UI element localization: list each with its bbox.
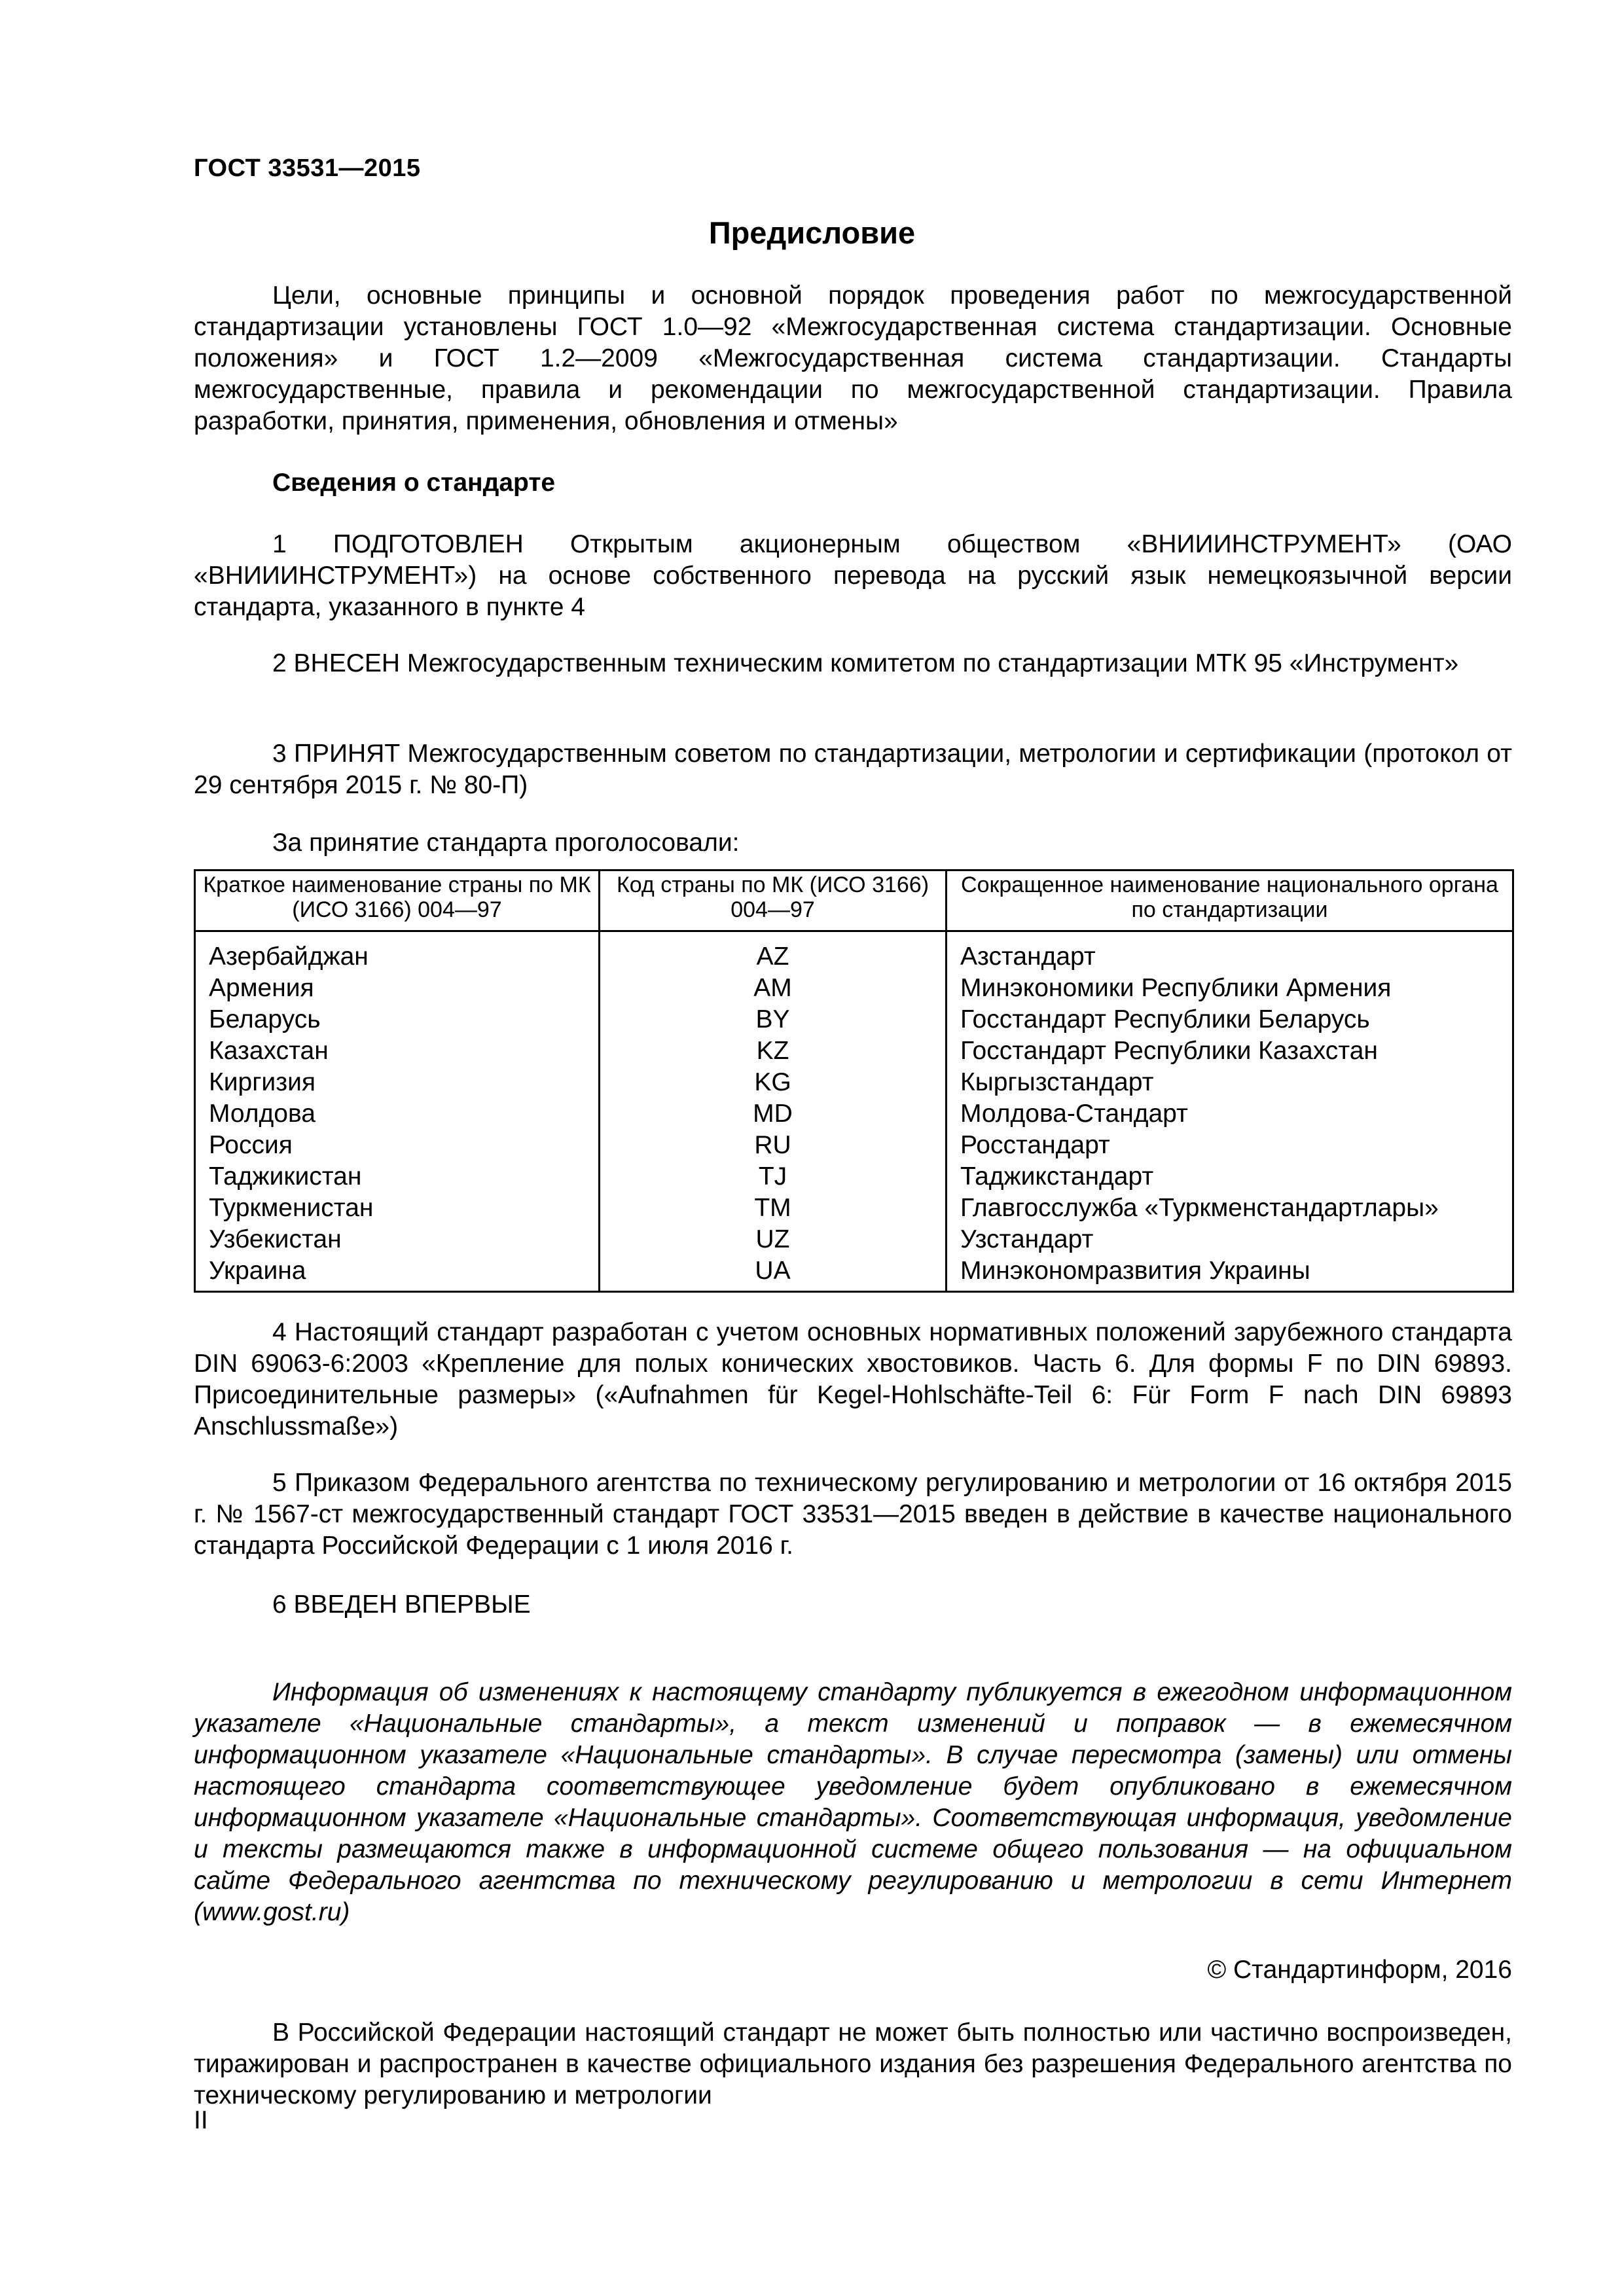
- cell-country: Киргизия: [195, 1067, 600, 1098]
- table-row: [195, 1193, 1513, 1224]
- cell-code: KZ: [600, 1035, 947, 1067]
- item-2-paragraph: 2 ВНЕСЕН Межгосударственным техническим комитетом по стандартизации МТК 95 «Инструмент»: [272, 649, 1459, 677]
- item-3-paragraph: 3 ПРИНЯТ Межгосударственным советом по стандартизации, метрологии и сертификации (протокол от 29 сентября 2015 г. № 80-П): [194, 740, 1512, 799]
- page-title: Предисловие: [708, 215, 916, 250]
- cell-code: RU: [600, 1130, 947, 1161]
- cell-organ: Главгосслужба «Туркменстандартлары»: [947, 1193, 1513, 1224]
- cell-code: TJ: [600, 1161, 947, 1193]
- item-4-paragraph: 4 Настоящий стандарт разработан с учетом основных нормативных положений зарубежного стандарта DIN 69063-6:2003 «Крепление для полых конических хвостовиков. Часть 6. Для формы F по DIN 69893. Присоединительные размеры» («Aufnahmen für Kegel-Hohlschäfte-Teil 6: Für Form F nach DIN 69893 Anschlussmaße»): [194, 1318, 1512, 1441]
- intro-paragraph: Цели, основные принципы и основной порядок проведения работ по межгосударственной стандартизации установлены ГОСТ 1.0—92 «Межгосударственная система стандартизации. Основные положения» и ГОСТ 1.2—2009 «Межгосударственная система стандартизации. Стандарты межгосударственные, правила и рекомендации по межгосударственной стандартизации. Правила разработки, принятия, применения, обновления и отмены»: [194, 281, 1512, 435]
- cell-code: UZ: [600, 1224, 947, 1255]
- cell-code: AM: [600, 973, 947, 1004]
- cell-country: Казахстан: [195, 1035, 600, 1067]
- voted-label: За принятие стандарта проголосовали:: [272, 829, 740, 857]
- cell-organ: Госстандарт Республики Казахстан: [947, 1035, 1513, 1067]
- column-header-organ: Сокращенное наименование национального органа по стандартизации: [947, 870, 1513, 931]
- cell-organ: Узстандарт: [947, 1224, 1513, 1255]
- cell-organ: Минэкономразвития Украины: [947, 1255, 1513, 1292]
- table-row: [195, 973, 1513, 1004]
- cell-country: Азербайджан: [195, 931, 600, 973]
- cell-organ: Росстандарт: [947, 1130, 1513, 1161]
- table-header-row: [195, 870, 1513, 931]
- cell-country: Туркменистан: [195, 1193, 600, 1224]
- table-row: [195, 1130, 1513, 1161]
- cell-organ: Таджикстандарт: [947, 1161, 1513, 1193]
- cell-country: Узбекистан: [195, 1224, 600, 1255]
- page-number: II: [194, 2106, 208, 2134]
- cell-code: AZ: [600, 931, 947, 973]
- cell-organ: Госстандарт Республики Беларусь: [947, 1004, 1513, 1035]
- copyright-line: © Стандартинформ, 2016: [1207, 1956, 1512, 1984]
- cell-code: UA: [600, 1255, 947, 1292]
- table-row: [195, 1255, 1513, 1292]
- cell-code: MD: [600, 1098, 947, 1130]
- table-row: [195, 1161, 1513, 1193]
- cell-code: KG: [600, 1067, 947, 1098]
- document-header: ГОСТ 33531—2015: [194, 154, 421, 182]
- cell-organ: Кыргызстандарт: [947, 1067, 1513, 1098]
- item-6-paragraph: 6 ВВЕДЕН ВПЕРВЫЕ: [272, 1590, 531, 1619]
- voting-countries-table: [194, 869, 1514, 1293]
- section-subheading: Сведения о стандарте: [272, 469, 556, 497]
- cell-country: Таджикистан: [195, 1161, 600, 1193]
- cell-organ: Молдова-Стандарт: [947, 1098, 1513, 1130]
- cell-country: Россия: [195, 1130, 600, 1161]
- restriction-paragraph: В Российской Федерации настоящий стандарт не может быть полностью или частично воспроизведен, тиражирован и распространен в качестве официального издания без разрешения Федерального агентства по техническому регулированию и метрологии: [194, 2018, 1512, 2109]
- cell-country: Молдова: [195, 1098, 600, 1130]
- item-1-paragraph: 1 ПОДГОТОВЛЕН Открытым акционерным обществом «ВНИИИНСТРУМЕНТ» (ОАО «ВНИИИНСТРУМЕНТ») на основе собственного перевода на русский язык немецкоязычной версии стандарта, указанного в пункте 4: [194, 530, 1512, 621]
- cell-organ: Минэкономики Республики Армения: [947, 973, 1513, 1004]
- table-row: [195, 1004, 1513, 1035]
- table-row: [195, 1035, 1513, 1067]
- table-row: [195, 1067, 1513, 1098]
- cell-code: BY: [600, 1004, 947, 1035]
- item-5-paragraph: 5 Приказом Федерального агентства по техническому регулированию и метрологии от 16 октября 2015 г. № 1567-ст межгосударственный стандарт ГОСТ 33531—2015 введен в действие в качестве национального стандарта Российской Федерации с 1 июля 2016 г.: [194, 1469, 1512, 1560]
- table-row: [195, 1224, 1513, 1255]
- cell-organ: Азстандарт: [947, 931, 1513, 973]
- table-row: [195, 1098, 1513, 1130]
- cell-code: TM: [600, 1193, 947, 1224]
- cell-country: Украина: [195, 1255, 600, 1292]
- table-row: [195, 931, 1513, 973]
- cell-country: Беларусь: [195, 1004, 600, 1035]
- column-header-code: Код страны по МК (ИСО 3166) 004—97: [600, 870, 947, 931]
- cell-country: Армения: [195, 973, 600, 1004]
- column-header-country: Краткое наименование страны по МК (ИСО 3166) 004—97: [195, 870, 600, 931]
- info-note-paragraph: Информация об изменениях к настоящему стандарту публикуется в ежегодном информационном указателе «Национальные стандарты», а текст изменений и поправок — в ежемесячном информационном указателе «Национальные стандарты». В случае пересмотра (замены) или отмены настоящего стандарта соответствующее уведомление будет опубликовано в ежемесячном информационном указателе «Национальные стандарты». Соответствующая информация, уведомление и тексты размещаются также в информационной системе общего пользования — на официальном сайте Федерального агентства по техническому регулированию и метрологии в сети Интернет (www.gost.ru): [194, 1678, 1512, 1926]
